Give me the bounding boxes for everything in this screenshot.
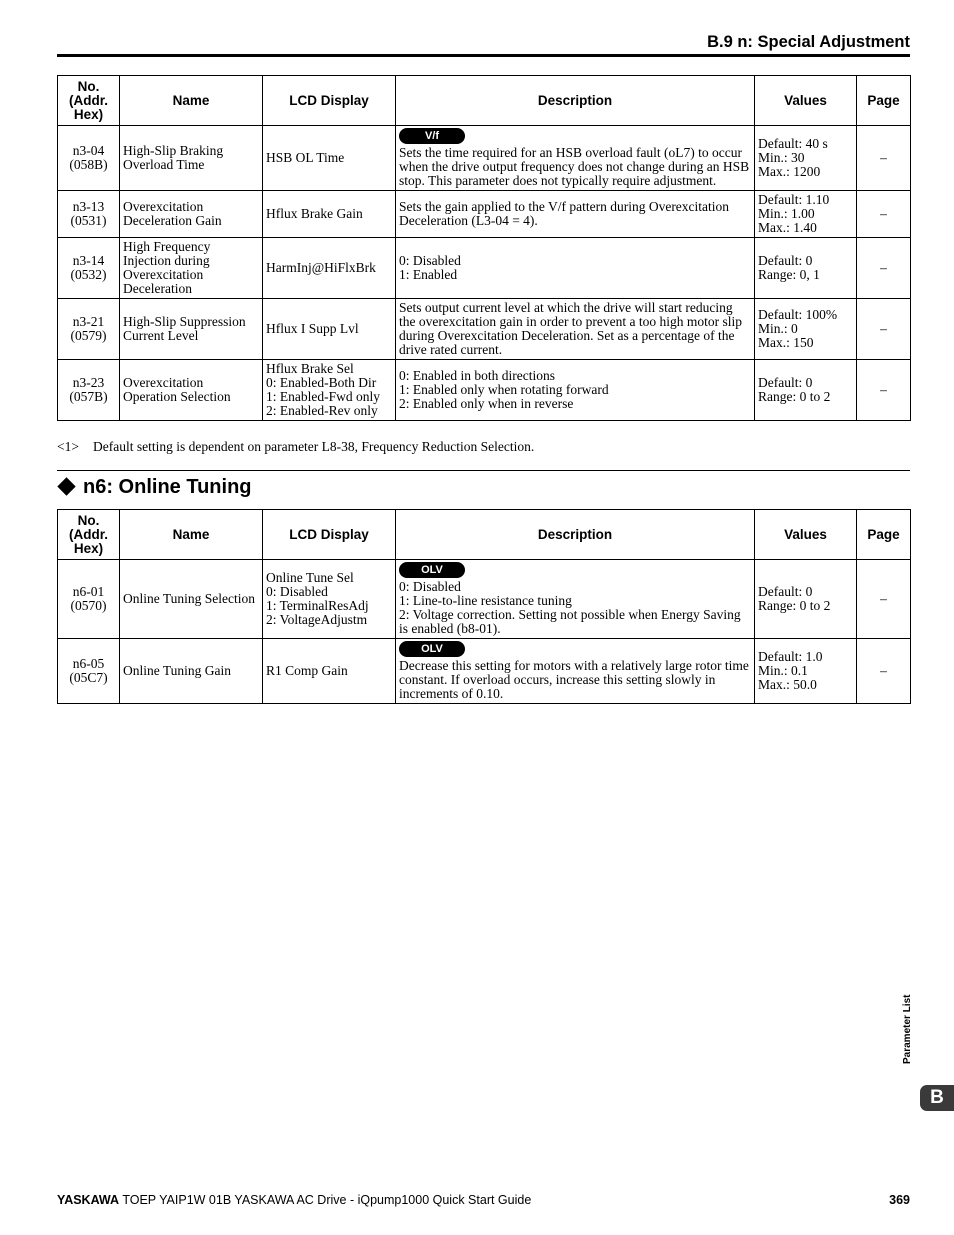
page-ref: – — [857, 191, 911, 238]
value-line: Min.: 30 — [758, 150, 805, 165]
col-header-no: No. (Addr. Hex) — [58, 510, 120, 560]
col-header-no: No. (Addr. Hex) — [58, 76, 120, 126]
value-line: Range: 0 to 2 — [758, 598, 831, 613]
table-row — [58, 126, 911, 191]
lcd-display-line: Online Tune Sel — [266, 570, 354, 585]
value-line: Min.: 1.00 — [758, 206, 815, 221]
description-line: 2: Voltage correction. Setting not possible when Energy Saving is enabled (b8-01). — [399, 607, 741, 636]
description-line: 1: Enabled only when rotating forward — [399, 382, 609, 397]
description-line: Sets the gain applied to the V/f pattern during Overexcitation Deceleration (L3-04 = 4). — [399, 199, 730, 228]
values-cell — [755, 639, 857, 704]
n6-section-title — [57, 476, 252, 499]
lcd-display-line: 1: TerminalResAdj — [266, 598, 369, 613]
col-header-lcd: LCD Display — [263, 510, 396, 560]
param-name: Overexcitation Operation Selection — [120, 360, 263, 421]
control-mode-badge: V/f — [399, 128, 465, 144]
description-line: 1: Enabled — [399, 267, 458, 282]
description-cell — [396, 191, 755, 238]
lcd-display-line: HarmInj@HiFlxBrk — [266, 260, 376, 275]
param-no-cell — [58, 360, 120, 421]
param-address: (0532) — [70, 267, 107, 282]
col-header-values: Values — [755, 510, 857, 560]
param-address: (058B) — [69, 157, 108, 172]
control-mode-badge: OLV — [399, 562, 465, 578]
description-line: 0: Disabled — [399, 253, 461, 268]
table-header-row — [58, 510, 911, 560]
description-line: 1: Line-to-line resistance tuning — [399, 593, 572, 608]
col-header-description: Description — [396, 510, 755, 560]
page-ref: – — [857, 360, 911, 421]
lcd-display-line: 1: Enabled-Fwd only — [266, 389, 380, 404]
description-line: 2: Enabled only when in reverse — [399, 396, 574, 411]
param-address: (0579) — [70, 328, 107, 343]
value-line: Default: 1.0 — [758, 649, 823, 664]
lcd-display-line: 2: VoltageAdjustm — [266, 612, 368, 627]
col-header-name: Name — [120, 76, 263, 126]
page-ref: – — [857, 126, 911, 191]
param-no-cell — [58, 639, 120, 704]
n6-title-text: n6: Online Tuning — [83, 476, 252, 498]
param-no-cell — [58, 126, 120, 191]
lcd-display-line: R1 Comp Gain — [266, 663, 348, 678]
col-header-description: Description — [396, 76, 755, 126]
n6-parameter-table — [57, 509, 911, 704]
table-row — [58, 299, 911, 360]
page-footer — [57, 1193, 910, 1207]
description-cell — [396, 560, 755, 639]
param-name: Online Tuning Gain — [120, 639, 263, 704]
value-line: Default: 0 — [758, 253, 813, 268]
value-line: Max.: 50.0 — [758, 677, 817, 692]
value-line: Min.: 0.1 — [758, 663, 808, 678]
page-number: 369 — [889, 1193, 910, 1207]
footer-doc-title: TOEP YAIP1W 01B YASKAWA AC Drive - iQpump1000 Quick Start Guide — [122, 1193, 532, 1207]
param-no-cell — [58, 191, 120, 238]
param-number: n6-01 — [72, 584, 105, 599]
col-header-lcd: LCD Display — [263, 76, 396, 126]
value-line: Range: 0, 1 — [758, 267, 820, 282]
description-line: 0: Enabled in both directions — [399, 368, 555, 383]
param-name: High-Slip Braking Overload Time — [120, 126, 263, 191]
param-name: Overexcitation Deceleration Gain — [120, 191, 263, 238]
param-name: High-Slip Suppression Current Level — [120, 299, 263, 360]
section-header: B.9 n: Special Adjustment — [707, 33, 910, 51]
lcd-display-line: 0: Disabled — [266, 584, 328, 599]
description-cell — [396, 126, 755, 191]
lcd-display-cell — [263, 639, 396, 704]
lcd-display-line: 0: Enabled-Both Dir — [266, 375, 377, 390]
lcd-display-line: 2: Enabled-Rev only — [266, 403, 378, 418]
n6-section-rule — [57, 470, 910, 471]
value-line: Default: 0 — [758, 584, 813, 599]
lcd-display-line: HSB OL Time — [266, 150, 345, 165]
col-header-values: Values — [755, 76, 857, 126]
footer-brand: YASKAWA — [57, 1193, 120, 1207]
page-ref: – — [857, 299, 911, 360]
values-cell — [755, 560, 857, 639]
param-number: n6-05 — [72, 656, 105, 671]
diamond-icon — [57, 478, 75, 496]
page-ref: – — [857, 560, 911, 639]
param-address: (05C7) — [69, 670, 108, 685]
param-no-cell — [58, 299, 120, 360]
param-address: (057B) — [69, 389, 108, 404]
table-row — [58, 560, 911, 639]
description-cell — [396, 238, 755, 299]
control-mode-badge: OLV — [399, 641, 465, 657]
table-row — [58, 360, 911, 421]
value-line: Max.: 1.40 — [758, 220, 817, 235]
description-line: Sets output current level at which the drive will start reducing the overexcitation gain in order to prevent a too high motor slip during Overexcitation Deceleration. Set as a percentage of the drive rated current. — [399, 300, 743, 357]
table-row — [58, 191, 911, 238]
table-header-row — [58, 76, 911, 126]
lcd-display-line: Hflux Brake Gain — [266, 206, 363, 221]
values-cell — [755, 191, 857, 238]
footnote-text: Default setting is dependent on parameter L8-38, Frequency Reduction Selection. — [93, 439, 535, 454]
lcd-display-cell — [263, 299, 396, 360]
param-no-cell — [58, 560, 120, 639]
value-line: Default: 1.10 — [758, 192, 830, 207]
lcd-display-cell — [263, 126, 396, 191]
param-no-cell — [58, 238, 120, 299]
description-cell — [396, 639, 755, 704]
description-line: 0: Disabled — [399, 579, 461, 594]
param-number: n3-14 — [72, 253, 105, 268]
values-cell — [755, 126, 857, 191]
page-ref: – — [857, 238, 911, 299]
description-cell — [396, 360, 755, 421]
values-cell — [755, 299, 857, 360]
param-number: n3-23 — [72, 375, 105, 390]
footnote — [57, 439, 534, 455]
side-tab-label: Parameter List — [902, 994, 913, 1064]
page-ref: – — [857, 639, 911, 704]
table-row — [58, 238, 911, 299]
values-cell — [755, 238, 857, 299]
lcd-display-line: Hflux Brake Sel — [266, 361, 354, 376]
lcd-display-cell — [263, 360, 396, 421]
value-line: Max.: 150 — [758, 335, 814, 350]
table-row — [58, 639, 911, 704]
col-header-page: Page — [857, 510, 911, 560]
value-line: Default: 40 s — [758, 136, 828, 151]
value-line: Max.: 1200 — [758, 164, 821, 179]
param-address: (0570) — [70, 598, 107, 613]
lcd-display-cell — [263, 238, 396, 299]
param-number: n3-13 — [72, 199, 105, 214]
value-line: Range: 0 to 2 — [758, 389, 831, 404]
lcd-display-line: Hflux I Supp Lvl — [266, 321, 359, 336]
param-name: High Frequency Injection during Overexcitation Deceleration — [120, 238, 263, 299]
description-line: Sets the time required for an HSB overload fault (oL7) to occur when the drive output frequency does not change during an HSB stop. This parameter does not typically require adjustment. — [399, 145, 750, 188]
param-number: n3-04 — [72, 143, 105, 158]
header-rule — [57, 54, 910, 57]
lcd-display-cell — [263, 560, 396, 639]
col-header-page: Page — [857, 76, 911, 126]
n3-parameter-table — [57, 75, 911, 421]
param-address: (0531) — [70, 213, 107, 228]
value-line: Min.: 0 — [758, 321, 798, 336]
param-name: Online Tuning Selection — [120, 560, 263, 639]
side-tab-letter: B — [920, 1085, 954, 1111]
value-line: Default: 0 — [758, 375, 813, 390]
footnote-mark: <1> — [57, 439, 79, 454]
description-cell — [396, 299, 755, 360]
col-header-name: Name — [120, 510, 263, 560]
lcd-display-cell — [263, 191, 396, 238]
description-line: Decrease this setting for motors with a relatively large rotor time constant. If overload occurs, increase this setting slowly in increments of 0.10. — [399, 658, 749, 701]
value-line: Default: 100% — [758, 307, 838, 322]
param-number: n3-21 — [72, 314, 105, 329]
values-cell — [755, 360, 857, 421]
